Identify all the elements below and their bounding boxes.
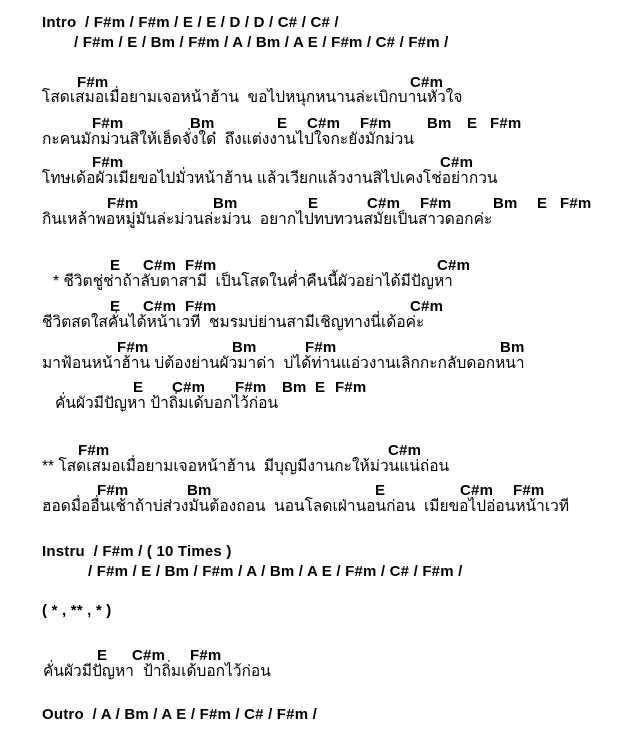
chord-label: F#m [335, 379, 367, 396]
chord-label: E [315, 379, 326, 396]
lyric-line [0, 130, 620, 150]
chord-label: F#m [560, 195, 592, 212]
section-text: / F#m / E / Bm / F#m / A / Bm / A E / F#m / C# / F#m / [74, 34, 449, 51]
chord-label: C#m [307, 115, 341, 132]
chord-label: C#m [143, 298, 177, 315]
lyric-line [0, 457, 620, 477]
chord-label: E [110, 257, 121, 274]
section-text: Outro / A / Bm / A E / F#m / C# / F#m / [42, 706, 317, 723]
chord-label: C#m [437, 257, 471, 274]
section-line [0, 542, 620, 562]
chord-label: F#m [235, 379, 267, 396]
lyric-line [0, 272, 620, 292]
chord-label: F#m [117, 339, 149, 356]
lyric-text: มาฟ้อนหน้าฮ้าน บ่ต้องย่านผัวมาด่า บ่ได้ท่านแอ่วงานเลิกกะกลับดอกหนา [42, 355, 525, 372]
lyric-text: กะคนมักม่วนสิให้เฮ็ดจั่งใด๋ ถึงแต่งงานไปใจกะยังมักม่วน [42, 131, 414, 148]
section-line [0, 13, 620, 33]
lyric-line [0, 497, 620, 517]
section-text: ( * , ** , * ) [42, 602, 112, 619]
chord-label: C#m [132, 647, 166, 664]
chord-label: E [467, 115, 478, 132]
section-text: Instru / F#m / ( 10 Times ) [42, 543, 232, 560]
chord-label: F#m [420, 195, 452, 212]
chord-label: E [537, 195, 548, 212]
lyric-text: ** โสดเสมอเมื่อยามเจอหน้าฮ้าน มีบุญมีงานกะให้ม่วนแน่ถ่อน [42, 458, 450, 475]
lyric-text: ป้าถิ่มเด้บอกไว้ก่อน [143, 663, 271, 680]
chord-label: Bm [187, 482, 212, 499]
lyric-text: ชีวิตสดใสคั่นได้หน้าเวที ชมรมบ่ย่านสามีเชิญทางนี่เด้อค่ะ [42, 314, 425, 331]
section-text: / F#m / E / Bm / F#m / A / Bm / A E / F#m / C# / F#m / [88, 563, 463, 580]
chord-label: F#m [190, 647, 222, 664]
chord-label: C#m [388, 442, 422, 459]
chord-label: C#m [410, 74, 444, 91]
chord-label: E [277, 115, 288, 132]
chord-label: Bm [213, 195, 238, 212]
section-line [0, 562, 620, 582]
lyric-text: โสดเสมอเมื่อยามเจอหน้าฮ้าน ขอไปหนุกหนานล่ะเบิกบานหัวใจ [42, 89, 463, 106]
lyric-text: คั่นผัวมีปัญหา [43, 663, 134, 680]
chord-label: F#m [185, 257, 217, 274]
chord-label: Bm [282, 379, 307, 396]
chord-label: Bm [500, 339, 525, 356]
chord-label: C#m [367, 195, 401, 212]
lyric-text: โทษเด้อผัวเมียขอไปมั่วหน้าฮ้าน แล้วเวียกแล้วงานสิไปเคงโช่อย่ากวน [42, 170, 498, 187]
lyric-line [0, 354, 620, 374]
chord-label: F#m [78, 442, 110, 459]
lyric-line [0, 394, 620, 414]
section-line [0, 601, 620, 621]
chord-label: E [110, 298, 121, 315]
lyric-text: กินเหล้าพอหมู่มันล่ะม่วนล่ะม่วน อยากไปทบทวนสมัยเป็นสาวดอกค่ะ [42, 211, 493, 228]
lyric-text: * ชีวิตชู่ช่าถ้าลับตาสามี เป็นโสดในค่ำคืนนี้ผัวอย่าได้มีปัญหา [53, 273, 453, 290]
chord-label: Bm [493, 195, 518, 212]
chord-label: F#m [92, 115, 124, 132]
lyric-line [0, 662, 620, 682]
chord-label: F#m [107, 195, 139, 212]
lyric-line [0, 88, 620, 108]
section-line [0, 33, 620, 53]
chord-label: Bm [427, 115, 452, 132]
chord-label: C#m [440, 154, 474, 171]
chord-label: C#m [410, 298, 444, 315]
lyric-line [0, 210, 620, 230]
chord-label: C#m [460, 482, 494, 499]
chord-label: E [133, 379, 144, 396]
chord-label: Bm [232, 339, 257, 356]
chord-label: E [375, 482, 386, 499]
section-line [0, 705, 620, 725]
section-text: Intro / F#m / F#m / E / E / D / D / C# / C# / [42, 14, 339, 31]
chord-label: F#m [77, 74, 109, 91]
chord-label: E [308, 195, 319, 212]
chord-label: Bm [190, 115, 215, 132]
lyric-text: ฮอดมื่ออื่นเช้าถ้าบ่ส่วงมันต้องถอน นอนโลดเฝ่านอนก่อน เมียขอไปอ่อนหน้าเวที [42, 498, 570, 515]
chord-label: C#m [143, 257, 177, 274]
chord-label: F#m [305, 339, 337, 356]
chord-label: F#m [97, 482, 129, 499]
lyric-line [0, 313, 620, 333]
chord-label: F#m [513, 482, 545, 499]
chord-label: F#m [185, 298, 217, 315]
chord-label: C#m [172, 379, 206, 396]
chord-label: F#m [92, 154, 124, 171]
chord-label: F#m [360, 115, 392, 132]
lyric-line [0, 169, 620, 189]
chord-label: F#m [490, 115, 522, 132]
lyric-text: คั่นผัวมีปัญหา ป้าถิ่มเด้บอกไว้ก่อน [55, 395, 279, 412]
chord-label: E [97, 647, 108, 664]
